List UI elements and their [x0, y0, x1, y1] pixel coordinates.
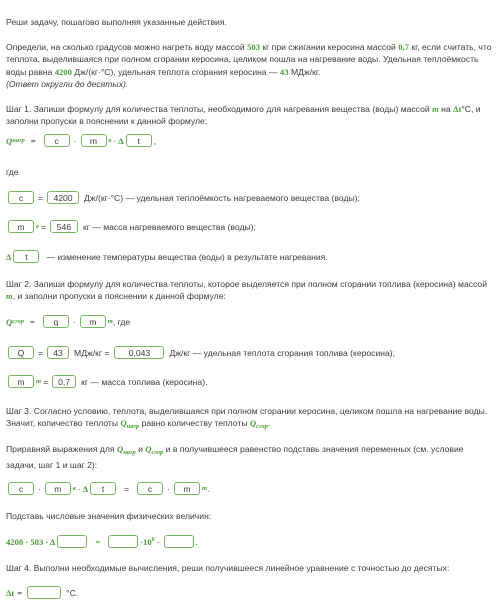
equals-sign: =	[43, 376, 49, 387]
q-subscript: нагр	[126, 423, 140, 431]
answer-row	[6, 586, 494, 599]
q-subscript: нагр	[123, 449, 136, 456]
Q-value-input[interactable]: 43	[47, 346, 69, 359]
mass-water-value: 503	[247, 42, 260, 52]
step3-c2-input[interactable]: c	[137, 482, 163, 495]
step4-text: Шаг 4. Выполни необходимые вычисления, реши получившееся линейное уравнение с точностью до десятых:	[6, 563, 450, 573]
step1-c-input[interactable]: c	[44, 134, 70, 147]
m-value-input[interactable]: 546	[50, 220, 78, 233]
problem-text-3: кг, если считать, что теплота, выделившаяся при полном сгорании керосина, целиком пошла на нагревание воды. Удельная теплоёмкость воды равна	[6, 42, 492, 77]
c-description: Дж/(кг·°С) — удельная теплоёмкость нагреваемого вещества (воды);	[84, 192, 360, 203]
mt-explain-row	[6, 375, 494, 388]
q-value: 43	[280, 66, 289, 77]
Q-label-input[interactable]: Q	[8, 346, 34, 359]
delta-symbol: Δ	[82, 483, 89, 494]
where-label: где	[6, 167, 19, 177]
numeric-dt-input[interactable]	[57, 535, 87, 548]
q-subscript: нагр	[12, 137, 25, 144]
Q-explain-row	[6, 346, 494, 359]
power-exponent: 6	[151, 536, 155, 543]
step2-m-input[interactable]: m	[80, 315, 106, 328]
problem-text-5: МДж/кг.	[288, 66, 321, 77]
c-explain-row: c = 4200 Дж/(кг·°С) — удельная теплоёмкость нагреваемого вещества (воды);	[6, 191, 494, 204]
step2-text-a: Шаг 2. Запиши формулу для количества теплоты, которое выделяется при полном сгорании топлива (керосина) массой	[6, 279, 488, 289]
numeric-equation	[6, 535, 494, 548]
problem-text-2: кг при сжигании керосина массой	[260, 42, 399, 52]
intro-text: Реши задачу, пошагово выполняя указанные действия.	[6, 17, 227, 27]
step2-text-b: , и заполни пропуски в пояснении к данной формуле:	[12, 291, 226, 302]
step1-text-c: °С, и заполни пропуски в пояснении к данной формуле:	[6, 104, 481, 127]
step3-text	[6, 405, 494, 434]
c-value: 4200	[54, 66, 72, 77]
c-value-input[interactable]: 4200	[47, 191, 79, 204]
problem-text-1: Определи, на сколько градусов можно нагреть воду массой	[6, 42, 248, 52]
q-sgor-subscript: сгор	[256, 423, 268, 431]
step1-text	[6, 103, 494, 128]
m-subscript: в	[72, 485, 76, 492]
step1-dt-symbol: Δt	[453, 104, 462, 114]
q-sgor-symbol: Q	[249, 418, 257, 429]
step3-tail: .	[207, 483, 210, 494]
equals-sign: =	[124, 483, 130, 494]
step3-c-input[interactable]: c	[8, 482, 34, 495]
numeric-power	[140, 537, 154, 547]
mt-subscript: т	[36, 378, 42, 385]
subst-text: Подставь числовые значения физических величин:	[6, 511, 212, 521]
delta-symbol: Δ	[118, 135, 124, 146]
step1-m-input[interactable]: m	[81, 134, 107, 147]
equals-sign: =	[95, 536, 101, 547]
mt-subscript: т	[201, 485, 208, 492]
multiply-dot: ·	[156, 536, 160, 547]
numeric-m-input[interactable]	[164, 535, 194, 548]
c-label-input[interactable]: c	[8, 191, 34, 204]
mt-subscript: т	[107, 318, 113, 325]
numeric-q-input[interactable]	[108, 535, 138, 548]
numeric-lhs: 4200 · 503 · Δ	[6, 536, 56, 547]
mass-kerosene-value: 0,7	[398, 42, 409, 52]
equate-text-c: и в получившееся равенство подставь значения переменных (см. условие задачи, шаг 1 и шаг 2):	[6, 444, 464, 471]
q-symbol: Q	[120, 418, 127, 429]
step2-text	[6, 278, 494, 303]
mw-subscript: в	[36, 223, 39, 230]
step3-text-b: равно количеству теплоты	[139, 418, 250, 429]
dt-explain-row: Δ t — изменение температуры вещества (воды) в результате нагревания.	[6, 251, 328, 262]
dt-description: — изменение температуры вещества (воды) в результате нагревания.	[46, 251, 328, 262]
step2-q-input[interactable]: q	[43, 315, 69, 328]
step1-text-b: на	[438, 104, 454, 114]
mt-label-input[interactable]: m	[8, 375, 34, 388]
mt-value-input[interactable]: 0,7	[52, 375, 76, 388]
Q-unit: МДж/кг =	[74, 347, 110, 358]
step3-t-input[interactable]: t	[90, 482, 116, 495]
step3-text-a: Шаг 3. Согласно условию, теплота, выделившаяся при полном сгорании керосина, целиком пошла на нагревание воды. Значит, количество теплоты	[6, 406, 488, 429]
step3-equate-text	[6, 443, 494, 472]
step3-m-input[interactable]: m	[45, 482, 71, 495]
equals-sign: =	[30, 316, 35, 327]
step1-tail: ,	[153, 135, 157, 146]
problem-statement	[6, 41, 494, 91]
q-sgor-subscript: сгор	[151, 449, 164, 456]
power-base: ·10	[140, 536, 152, 547]
m-subscript: в	[108, 137, 112, 144]
step3-m2-input[interactable]: m	[174, 482, 200, 495]
rounding-note: (Ответ округли до десятых).	[6, 79, 129, 90]
step2-formula: Q сгор = q · m т , где	[6, 316, 131, 327]
m-description: кг — масса нагреваемого вещества (воды);	[82, 221, 256, 232]
dt-label-input[interactable]: t	[13, 250, 39, 263]
equals-sign: =	[17, 587, 23, 598]
m-label-input[interactable]: m	[8, 220, 34, 233]
step1-t-input[interactable]: t	[126, 134, 152, 147]
dt-symbol: Δt	[6, 587, 15, 598]
mt-description: кг — масса топлива (керосина).	[81, 376, 208, 387]
problem-text-4: Дж/(кг·°С), удельная теплота сгорания керосина —	[71, 66, 281, 77]
equate-text-b: и	[135, 444, 146, 454]
numeric-tail: .	[195, 536, 198, 547]
step3-text-c: .	[267, 418, 271, 429]
step1-m-symbol: m	[432, 104, 439, 114]
step2-tail: , где	[112, 316, 131, 327]
q-value-input[interactable]: 0,043	[114, 346, 164, 359]
q-sgor-symbol: Q	[6, 316, 13, 327]
q-sgor-symbol: Q	[145, 444, 152, 454]
q-description: Дж/кг — удельная теплота сгорания топлива (керосина);	[169, 347, 396, 358]
q-symbol: Q	[6, 135, 13, 146]
equate-text-a: Приравняй выражения для	[6, 444, 117, 454]
q-symbol: Q	[116, 444, 124, 454]
q-sgor-subscript: сгор	[12, 318, 25, 325]
step2-m-symbol: m	[6, 291, 13, 302]
equals-sign: =	[38, 347, 44, 358]
answer-unit: °С.	[66, 587, 79, 598]
answer-input[interactable]	[27, 586, 61, 599]
step1-text-a: Шаг 1. Запиши формулу для количества теплоты, необходимого для нагревания вещества (воды) массой	[6, 104, 433, 114]
m-explain-row: m в = 546 кг — масса нагреваемого вещества (воды);	[6, 220, 494, 233]
step3-equation: c · m в · Δ t = c · m т .	[6, 482, 494, 495]
step1-formula: Q нагр = c · m в · Δ t ,	[6, 135, 157, 146]
equals-sign: =	[30, 135, 36, 146]
